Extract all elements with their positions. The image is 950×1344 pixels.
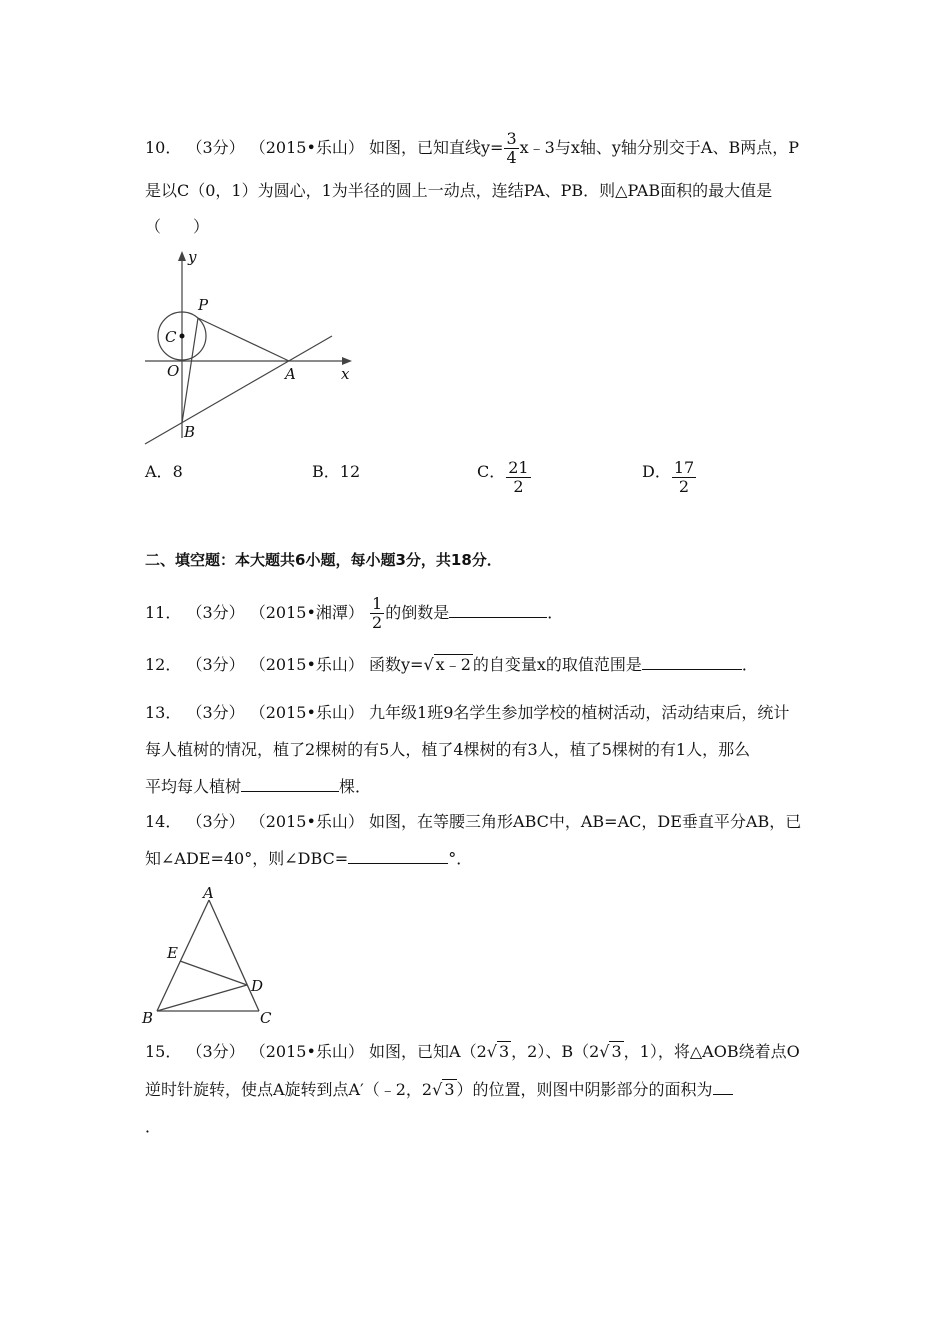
q10-text-b: x﹣3与x轴、y轴分别交于A、B两点，P <box>519 138 800 157</box>
q14-figure <box>140 884 280 1029</box>
q11-answer-blank[interactable] <box>449 603 547 618</box>
q10-text-a: 如图，已知直线y= <box>369 138 504 157</box>
q10-score: （3分） <box>186 138 245 157</box>
q10-option-c-num: 21 <box>508 458 529 477</box>
q12-end: ． <box>741 655 758 674</box>
q10-segment-pb <box>182 318 198 423</box>
q14-number: 14． <box>145 812 182 831</box>
q10-line2: 是以C（0，1）为圆心，1为半径的圆上一动点，连结PA、PB．则△PAB面积的最大值是 <box>145 181 773 200</box>
q10-line-ab <box>145 336 332 444</box>
q10-label-y: y <box>188 248 197 266</box>
q13-answer-blank[interactable] <box>241 777 339 792</box>
q10-option-a-label: A． <box>145 462 173 481</box>
q10-source: （2015•乐山） <box>249 138 364 157</box>
q11-source: （2015•湘潭） <box>249 603 364 622</box>
q10-line1 <box>145 130 799 167</box>
q15-line1 <box>145 1041 800 1063</box>
q13-text3b: 棵． <box>339 777 372 796</box>
q12-score: （3分） <box>186 655 245 674</box>
q13-score: （3分） <box>186 703 245 722</box>
q15-text2: ，2）、B（2 <box>511 1042 600 1061</box>
q15-radical-1: √ <box>486 1042 497 1061</box>
q15-radical-2: √ <box>599 1042 610 1061</box>
q10-option-a-value: 8 <box>172 462 183 481</box>
q10-option-d-label: D． <box>642 462 671 481</box>
q10-line3: （ ） <box>145 217 210 236</box>
q14-score: （3分） <box>186 812 245 831</box>
section2-title: 二、填空题：本大题共6小题，每小题3分，共18分． <box>145 551 502 569</box>
q14-segment-db <box>157 985 247 1011</box>
q14-answer-blank[interactable] <box>348 849 448 864</box>
q10-label-b: B <box>184 423 196 441</box>
q10-label-x: x <box>341 365 350 383</box>
q11-number: 11． <box>145 603 182 622</box>
q10-label-o: O <box>167 362 180 380</box>
q12-number: 12． <box>145 655 182 674</box>
q10-option-c <box>477 459 532 496</box>
q14-text1: 如图，在等腰三角形ABC中，AB=AC，DE垂直平分AB，已 <box>369 812 802 831</box>
q10-option-d-den: 2 <box>678 477 690 496</box>
q13-line1 <box>145 702 789 724</box>
q14-label-b: B <box>142 1009 154 1027</box>
q10-center-dot <box>180 334 185 339</box>
q12-text-a: 函数y= <box>369 655 424 674</box>
q10-option-b-label: B． <box>312 462 340 481</box>
q12-answer-blank[interactable] <box>642 655 742 670</box>
q10-label-p: P <box>198 296 209 314</box>
q15-text1: 如图，已知A（2 <box>369 1042 487 1061</box>
q10-label-c: C <box>165 328 177 346</box>
q10-label-a: A <box>285 365 296 383</box>
q15-line2 <box>145 1079 733 1101</box>
q15-radicand-1: 3 <box>498 1042 510 1061</box>
q11-line <box>145 595 563 632</box>
q12-line <box>145 654 758 676</box>
q14-side-ab <box>157 900 209 1011</box>
q15-answer-blank[interactable] <box>713 1080 733 1095</box>
q14-text2a: 知∠ADE=40°，则∠DBC= <box>145 849 349 868</box>
q13-text1: 九年级1班9名学生参加学校的植树活动，活动结束后，统计 <box>369 703 790 722</box>
q14-line1 <box>145 811 801 833</box>
q10-option-d-num: 17 <box>673 458 695 477</box>
q13-line3 <box>145 776 371 798</box>
q10-number: 10． <box>145 138 182 157</box>
q14-source: （2015•乐山） <box>249 812 364 831</box>
q10-option-c-label: C． <box>477 462 506 481</box>
q14-label-c: C <box>260 1009 272 1027</box>
q15-source: （2015•乐山） <box>249 1042 364 1061</box>
q11-score: （3分） <box>186 603 245 622</box>
q13-source: （2015•乐山） <box>249 703 364 722</box>
q10-x-arrow <box>342 357 352 365</box>
q10-frac-den: 4 <box>506 148 517 167</box>
q14-text2b: °． <box>448 849 473 868</box>
q10-y-arrow <box>178 251 186 261</box>
q15-radicand-3: 3 <box>444 1080 455 1099</box>
q11-fraction <box>370 595 384 632</box>
q11-frac-den: 2 <box>372 613 383 632</box>
q10-option-d-fraction <box>672 459 696 496</box>
q14-segment-de <box>180 961 247 985</box>
q10-segment-pa <box>198 318 289 361</box>
q15-line3: ． <box>145 1117 162 1136</box>
q13-line2: 每人植树的情况，植了2棵树的有5人，植了4棵树的有3人，植了5棵树的有1人，那么 <box>145 740 751 759</box>
q13-text3a: 平均每人植树 <box>145 777 242 796</box>
q10-option-d <box>642 459 697 496</box>
q15-radicand-2: 3 <box>611 1042 622 1061</box>
q15-text5: ）的位置，则图中阴影部分的面积为 <box>456 1080 713 1099</box>
q11-end: ． <box>547 603 564 622</box>
q12-source: （2015•乐山） <box>249 655 364 674</box>
q10-frac-num: 3 <box>506 129 517 148</box>
q10-option-b <box>312 459 360 482</box>
q13-number: 13． <box>145 703 182 722</box>
q14-line2 <box>145 848 472 870</box>
q14-label-e: E <box>167 944 178 962</box>
q12-text-b: 的自变量x的取值范围是 <box>472 655 642 674</box>
q10-slope-fraction <box>504 130 518 167</box>
q15-text4: 逆时针旋转，使点A旋转到点A′（﹣2，2 <box>145 1080 433 1099</box>
q10-option-a <box>145 459 183 482</box>
q10-figure <box>140 248 360 448</box>
q10-option-b-value: 12 <box>339 462 361 481</box>
q10-option-c-fraction <box>506 459 530 496</box>
q10-option-c-den: 2 <box>513 477 524 496</box>
q15-radical-3: √ <box>432 1080 443 1099</box>
q12-radical-sign: √ <box>423 655 434 674</box>
q11-frac-num: 1 <box>372 594 383 613</box>
q15-score: （3分） <box>186 1042 245 1061</box>
q15-number: 15． <box>145 1042 182 1061</box>
q11-text: 的倒数是 <box>385 603 450 622</box>
q14-label-d: D <box>251 977 264 995</box>
q15-text3: ，1），将△AOB绕着点O <box>623 1042 800 1061</box>
q14-label-a: A <box>203 884 214 902</box>
q12-radicand: x﹣2 <box>435 655 471 674</box>
